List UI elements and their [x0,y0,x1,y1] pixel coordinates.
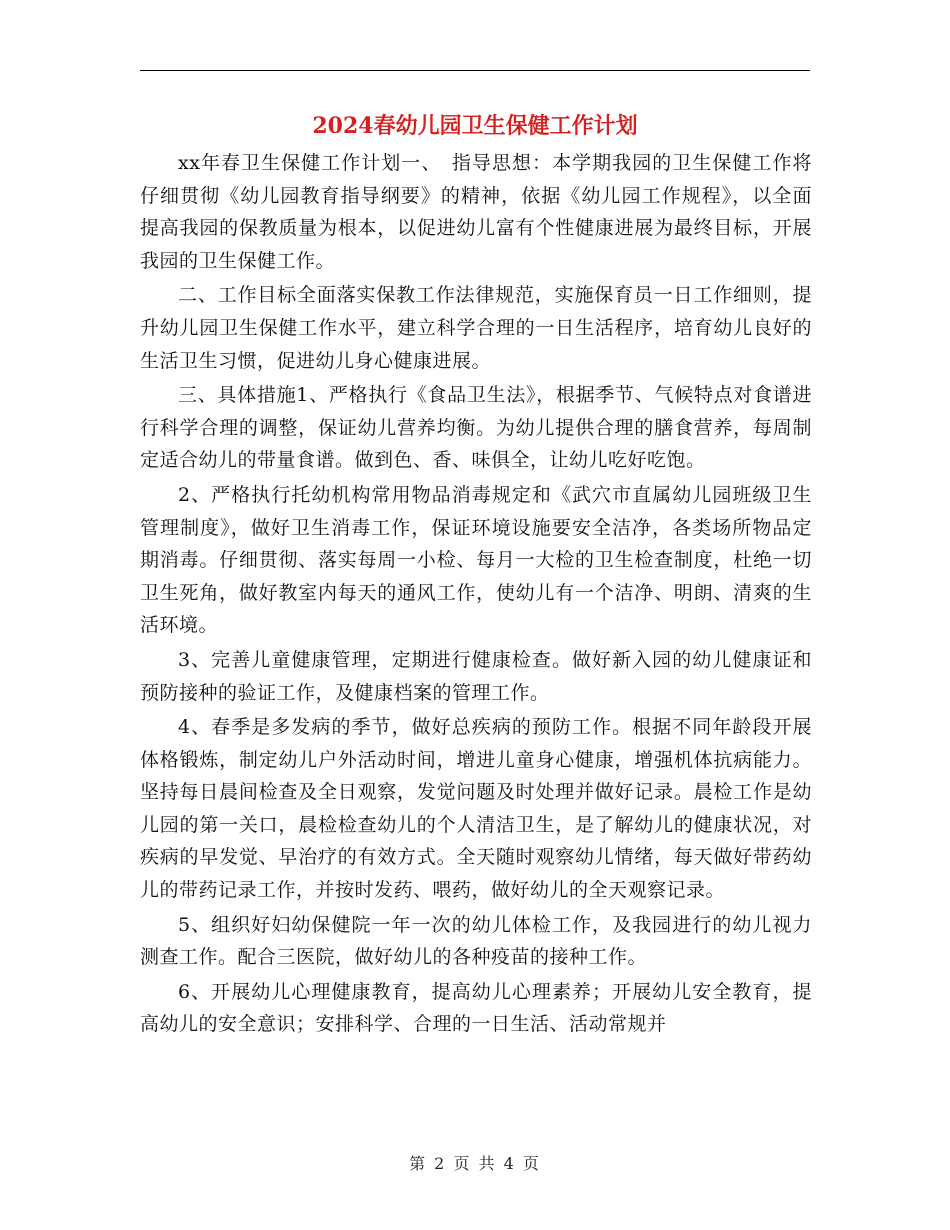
document-body [140,147,812,1043]
paragraph-4: 2、严格执行托幼机构常用物品消毒规定和《武穴市直属幼儿园班级卫生管理制度》，做好卫生消毒工作，保证环境设施要安全洁净，各类场所物品定期消毒。仔细贯彻、落实每周一小检、每月一大检的卫生检查制度，杜绝一切卫生死角，做好教室内每天的通风工作，使幼儿有一个洁净、明朗、清爽的生活环境。 [140,483,812,637]
header-rule [140,70,810,71]
paragraph-8: 6、开展幼儿心理健康教育，提高幼儿心理素养；开展幼儿安全教育，提高幼儿的安全意识；安排科学、合理的一日生活、活动常规并 [140,980,812,1036]
paragraph-3: 三、具体措施1、严格执行《食品卫生法》，根据季节、气候特点对食谱进行科学合理的调整，保证幼儿营养均衡。为幼儿提供合理的膳食营养，每周制定适合幼儿的带量食谱。做到色、香、味俱全，让幼儿吃好吃饱。 [140,384,812,472]
page-number: 第 2 页 共 4 页 [409,1154,541,1173]
paragraph-2: 二、工作目标全面落实保教工作法律规范，实施保育员一日工作细则，提升幼儿园卫生保健工作水平，建立科学合理的一日生活程序，培育幼儿良好的生活卫生习惯，促进幼儿身心健康进展。 [140,284,812,372]
document-title: 2024春幼儿园卫生保健工作计划 [312,113,638,139]
paragraph-1: xx年春卫生保健工作计划一、 指导思想：本学期我园的卫生保健工作将仔细贯彻《幼儿园教育指导纲要》的精神，依据《幼儿园工作规程》，以全面提高我园的保教质量为根本，以促进幼儿富有个性健康进展为最终目标，开展我园的卫生保健工作。 [140,152,812,272]
paragraph-7: 5、组织好妇幼保健院一年一次的幼儿体检工作，及我园进行的幼儿视力测查工作。配合三医院，做好幼儿的各种疫苗的接种工作。 [140,913,812,969]
paragraph-5: 3、完善儿童健康管理，定期进行健康检查。做好新入园的幼儿健康证和预防接种的验证工作，及健康档案的管理工作。 [140,648,812,704]
paragraph-6: 4、春季是多发病的季节，做好总疾病的预防工作。根据不同年龄段开展体格锻炼，制定幼儿户外活动时间，增进儿童身心健康，增强机体抗病能力。坚持每日晨间检查及全日观察，发觉问题及时处理并做好记录。晨检工作是幼儿园的第一关口，晨检检查幼儿的个人清洁卫生，是了解幼儿的健康状况，对疾病的早发觉、早治疗的有效方式。全天随时观察幼儿情绪，每天做好带药幼儿的带药记录工作，并按时发药、喂药，做好幼儿的全天观察记录。 [140,716,812,902]
